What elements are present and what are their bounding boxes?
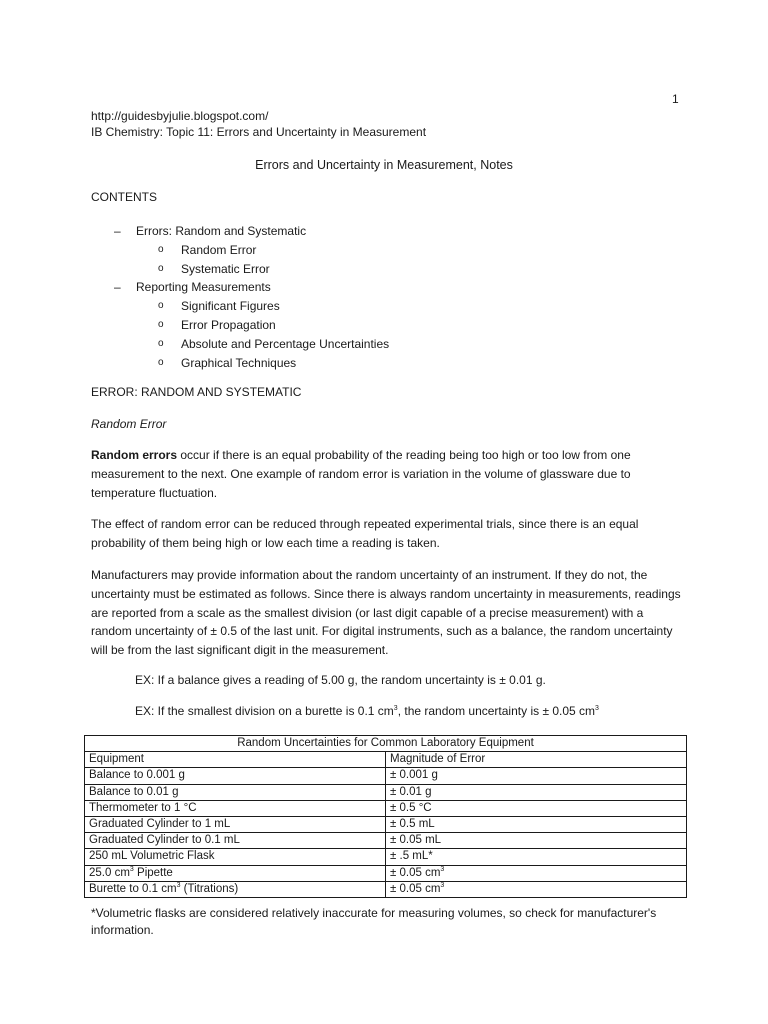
- contents-item-label: Significant Figures: [181, 299, 280, 314]
- error-magnitude-cell: [386, 865, 687, 881]
- table-row: [85, 865, 687, 881]
- contents-item-label: Random Error: [181, 242, 257, 257]
- cell-text: 25.0 cm: [89, 866, 130, 879]
- equipment-cell: [85, 833, 386, 849]
- cell-text: ± .5 mL*: [390, 850, 433, 863]
- error-magnitude-cell: [386, 849, 687, 865]
- cell-text: Burette to 0.1 cm: [89, 882, 177, 895]
- equipment-cell: [85, 881, 386, 897]
- cell-text: Pipette: [133, 866, 173, 879]
- cell-text: ± 0.001 g: [390, 769, 438, 782]
- equipment-cell: [85, 784, 386, 800]
- cell-text: ± 0.05 cm: [390, 882, 441, 895]
- table-row: [85, 817, 687, 833]
- error-magnitude-cell: [386, 817, 687, 833]
- contents-item-label: Reporting Measurements: [136, 280, 271, 295]
- contents-item-label: Absolute and Percentage Uncertainties: [181, 336, 390, 351]
- superscript: 3: [595, 705, 599, 712]
- error-magnitude-cell: [386, 833, 687, 849]
- table-row: [85, 784, 687, 800]
- cell-text: Thermometer to 1 °C: [89, 801, 197, 814]
- table-row: [85, 881, 687, 897]
- document-header: [91, 108, 426, 140]
- contents-item-label: Systematic Error: [181, 261, 270, 276]
- dash-bullet-icon: –: [114, 280, 121, 295]
- term-random-errors: Random errors: [91, 448, 178, 462]
- circle-bullet-icon: o: [158, 243, 164, 255]
- paragraph-repeated-trials: The effect of random error can be reduced through repeated experimental trials, since there is an equal probability of them being high or low each time a reading is taken.: [91, 517, 639, 550]
- error-magnitude-cell: [386, 800, 687, 816]
- course-title: IB Chemistry: Topic 11: Errors and Uncertainty in Measurement: [91, 125, 427, 139]
- superscript: 3: [176, 882, 181, 889]
- circle-bullet-icon: o: [158, 300, 164, 312]
- superscript: 3: [440, 865, 445, 873]
- contents-item-label: Graphical Techniques: [181, 355, 297, 370]
- error-magnitude-cell: [386, 881, 687, 897]
- cell-text: Balance to 0.001 g: [89, 769, 185, 782]
- circle-bullet-icon: o: [158, 318, 164, 330]
- circle-bullet-icon: o: [158, 337, 164, 349]
- circle-bullet-icon: o: [158, 356, 164, 368]
- table-header-row: [85, 752, 687, 768]
- error-magnitude-cell: [386, 768, 687, 784]
- cell-text: Graduated Cylinder to 0.1 mL: [89, 834, 240, 847]
- contents-heading: CONTENTS: [91, 190, 157, 204]
- table-row: [85, 833, 687, 849]
- cell-text: 250 mL Volumetric Flask: [89, 850, 215, 863]
- equipment-cell: [85, 865, 386, 881]
- cell-text: ± 0.05 cm: [390, 866, 441, 879]
- example-text: , the random uncertainty is ± 0.05 cm: [397, 704, 596, 718]
- example-text: EX: If the smallest division on a burette is 0.1 cm: [135, 704, 394, 718]
- column-header-equipment: Equipment: [85, 752, 386, 768]
- source-url: http://guidesbyjulie.blogspot.com/: [91, 109, 269, 123]
- example-burette: [135, 704, 599, 718]
- table-row: [85, 800, 687, 816]
- cell-text: ± 0.5 °C: [390, 801, 432, 814]
- dash-bullet-icon: –: [114, 224, 121, 238]
- section-heading: ERROR: RANDOM AND SYSTEMATIC: [91, 385, 302, 399]
- superscript: 3: [440, 882, 445, 889]
- equipment-cell: [85, 849, 386, 865]
- table-caption: Random Uncertainties for Common Laboratory Equipment: [85, 736, 687, 752]
- superscript: 3: [393, 705, 398, 712]
- equipment-cell: [85, 800, 386, 816]
- table-caption-row: [85, 736, 687, 752]
- cell-text: Graduated Cylinder to 1 mL: [89, 818, 231, 831]
- error-magnitude-cell: [386, 784, 687, 800]
- table-row: [85, 849, 687, 865]
- paragraph-manufacturers: Manufacturers may provide information about the random uncertainty of an instrument. If they do not, the uncertainty must be estimated as follows. Since there is always random uncertainty in measurements, readings are reported from a scale as the smallest division (or last digit capable of a precise measurement) with a random uncertainty of ± 0.5 of the last unit. For digital instruments, such as a balance, the random uncertainty will be from the last significant digit in the measurement.: [91, 568, 681, 658]
- column-header-magnitude: Magnitude of Error: [386, 752, 687, 768]
- superscript: 3: [129, 865, 134, 873]
- cell-text: Balance to 0.01 g: [89, 785, 179, 798]
- page-number: 1: [672, 92, 679, 106]
- cell-text: ± 0.05 mL: [390, 834, 442, 847]
- table-row: [85, 768, 687, 784]
- paragraph-random-errors: [91, 446, 681, 502]
- table-footnote: *Volumetric flasks are considered relatively inaccurate for measuring volumes, so check for manufacturer's information.: [91, 906, 657, 937]
- uncertainty-table: [84, 735, 687, 898]
- equipment-cell: [85, 817, 386, 833]
- example-balance: EX: If a balance gives a reading of 5.00 g, the random uncertainty is ± 0.01 g.: [135, 673, 546, 687]
- cell-text: ± 0.01 g: [390, 785, 432, 798]
- contents-item-label: Errors: Random and Systematic: [136, 224, 307, 238]
- document-title: Errors and Uncertainty in Measurement, Notes: [255, 158, 513, 172]
- equipment-cell: [85, 768, 386, 784]
- cell-text: (Titrations): [180, 882, 239, 895]
- circle-bullet-icon: o: [158, 262, 164, 274]
- subsection-heading: Random Error: [91, 417, 167, 431]
- contents-item-label: Error Propagation: [181, 317, 276, 332]
- paragraph-text: occur if there is an equal probability of the reading being too high or too low from one measurement to the next. One example of random error is variation in the volume of glassware due to temperature fluctuation.: [91, 448, 631, 500]
- cell-text: ± 0.5 mL: [390, 818, 435, 831]
